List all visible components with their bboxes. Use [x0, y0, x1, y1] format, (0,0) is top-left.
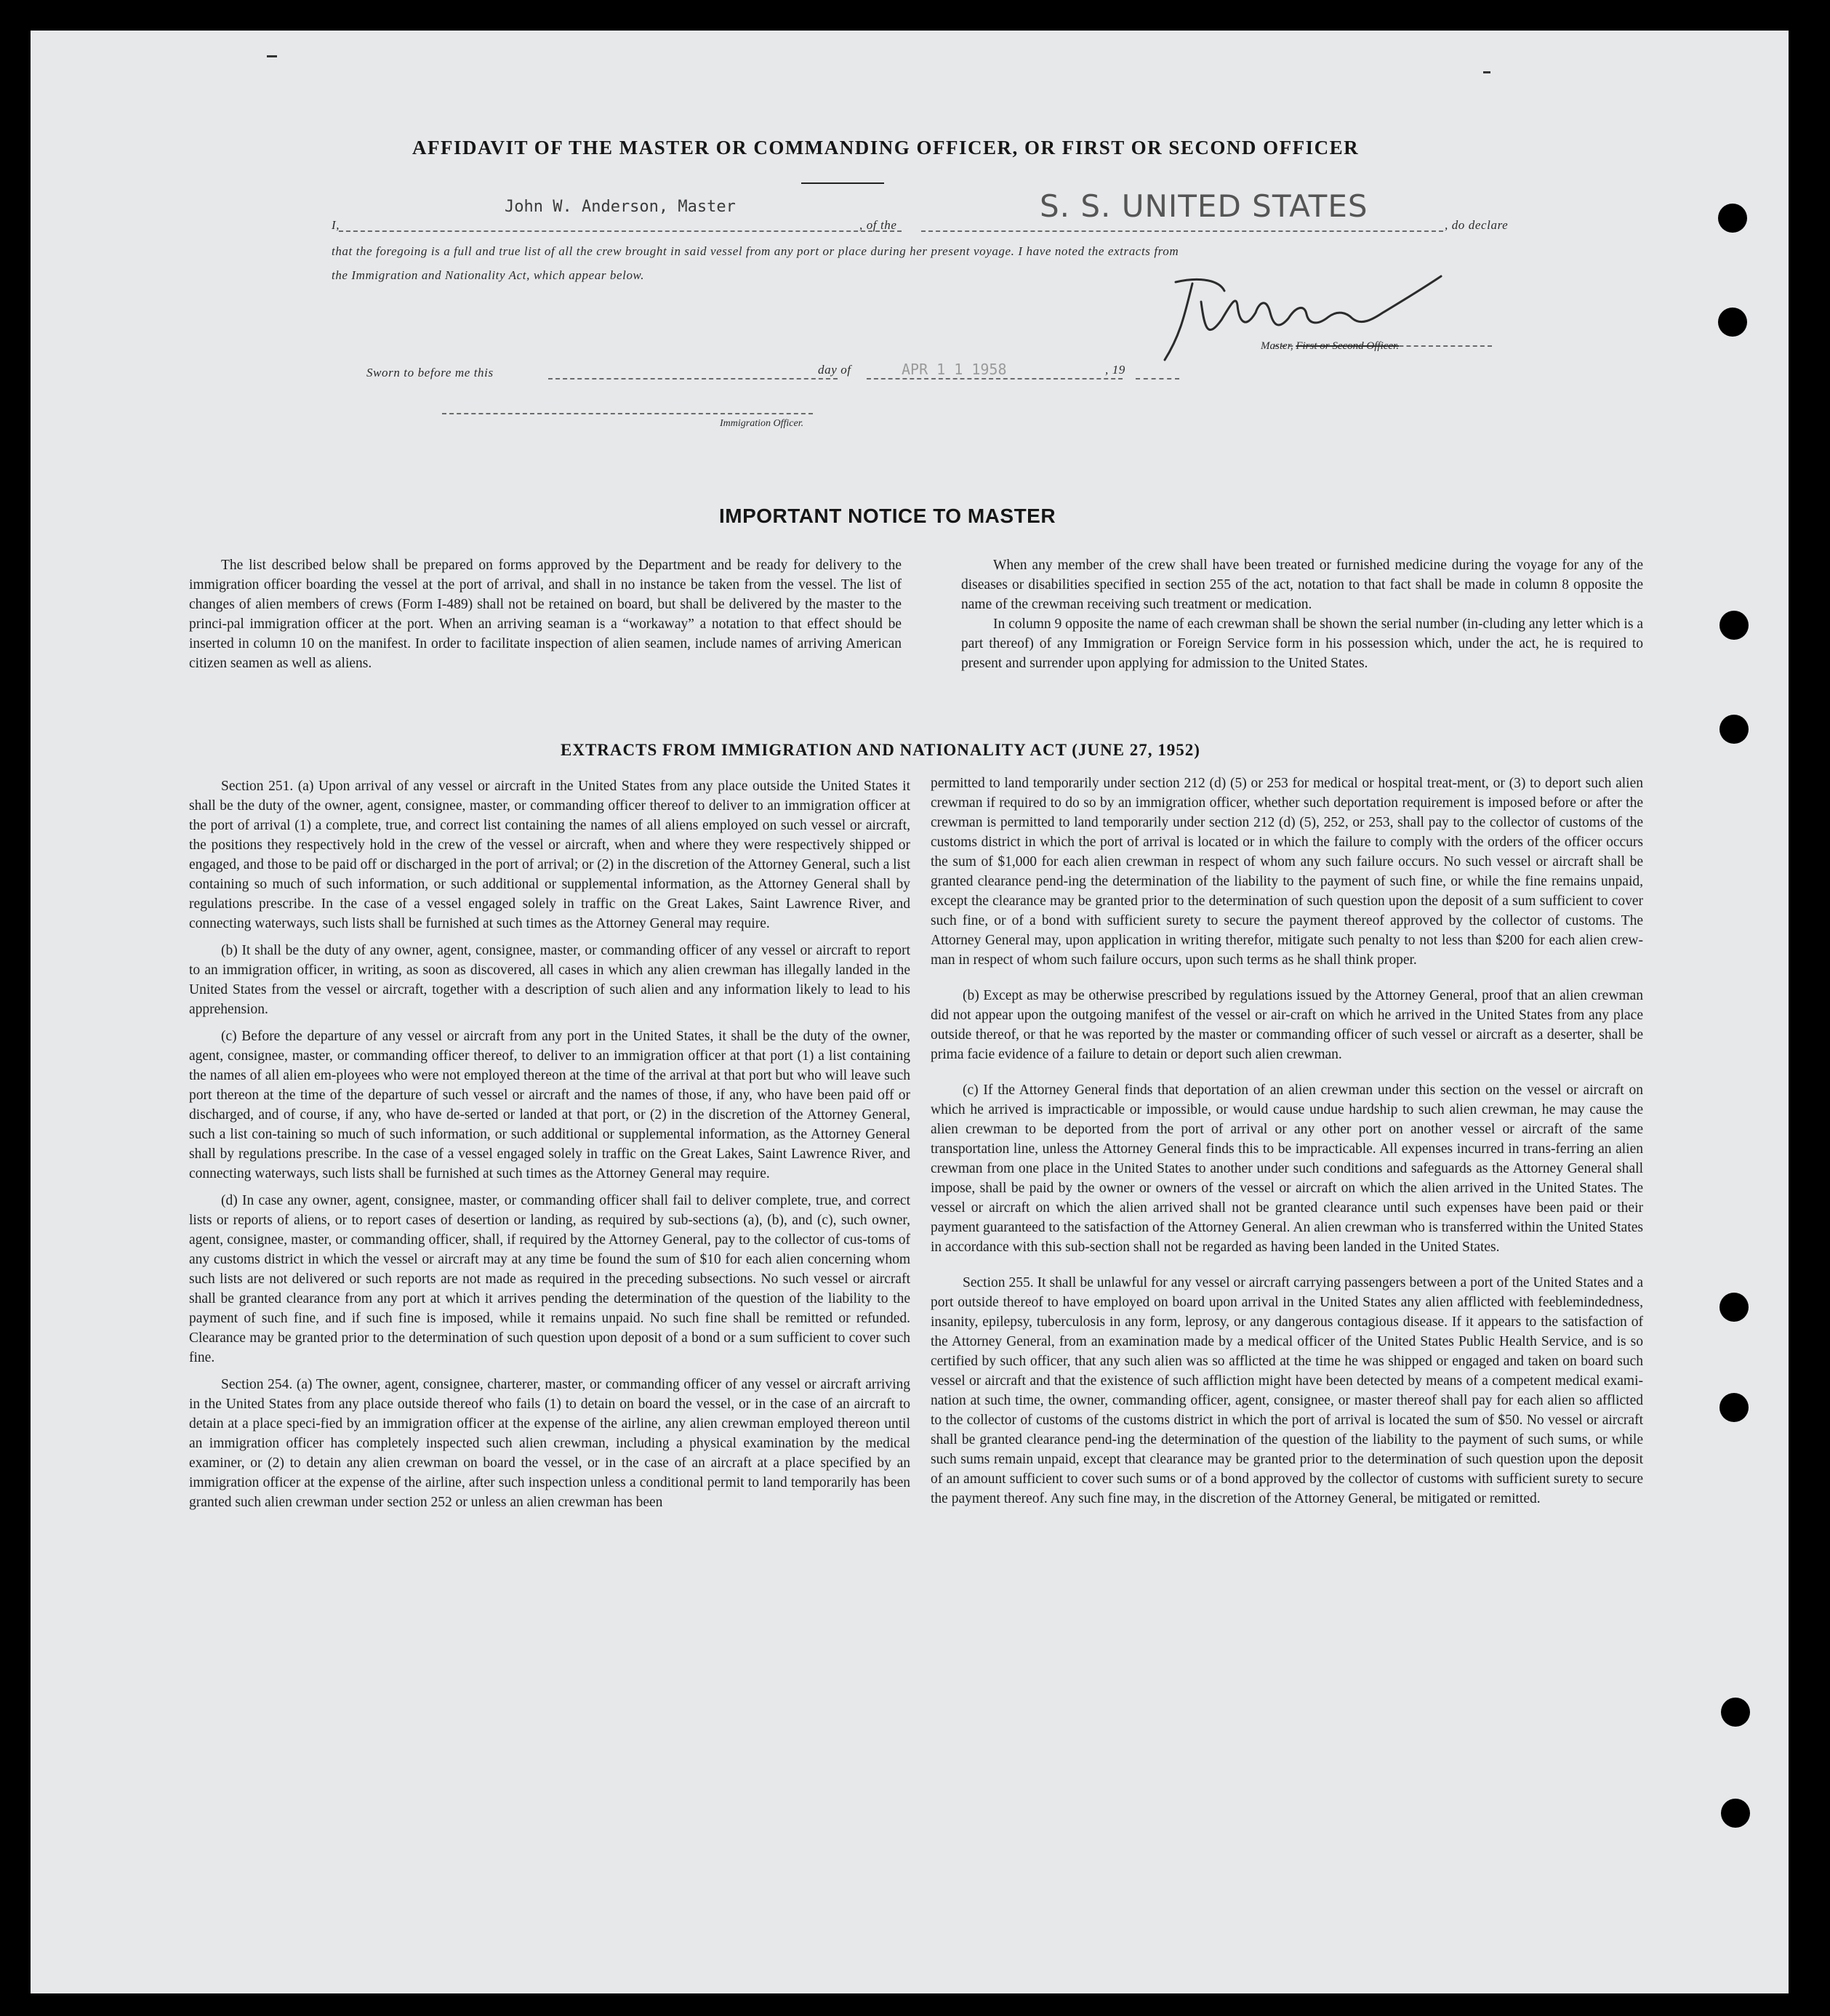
declaration-line-1: that the foregoing is a full and true list of all the crew brought in said vessel from any port or place during her present voyage. I have noted the extracts from: [332, 244, 1179, 258]
binder-hole: [1718, 204, 1747, 233]
section-254-b: (b) Except as may be otherwise prescribed by regulations issued by the Attorney General, proof that an alien crewman did not appear upon the outgoing manifest of the vessel or air-craft on which he arrived in the United States from any place outside thereof, or that he was reported by the master or commanding officer of such vessel or aircraft as a deserter, shall be prima facie evidence of a failure to detain or deport such alien crewman.: [931, 988, 1643, 1062]
section-254-a-continued: permitted to land temporarily under section 212 (d) (5) or 253 for medical or hospital treat-ment, or (3) to deport such alien crewman if required to do so by an immigration officer, whether such deportation requirement is imposed before or after the crewman is permitted to land temporarily under section 212 (d) (5), 252, or 253, shall pay to the collector of customs of the customs district in which the port of arrival is located or in which the failure to comply with the orders of the officer occurs the sum of $1,000 for each alien crewman in respect of whom any such failure occurs. No such vessel or aircraft shall be granted clearance pend-ing the determination of the liability to the payment of such fine, or while the fine remains unpaid, except the clearance may be granted prior to the determination of such question upon the deposit of a sum sufficient to cover such fine, or of a bond with sufficient surety to secure the payment thereof approved by the collector of customs. The Attorney General may, upon application in writing therefor, mitigate such penalty to not less than $200 for each alien crew-man in respect of whom such failure occurs, upon such terms as he shall think proper.: [931, 776, 1643, 968]
master-name: John W. Anderson, Master: [505, 198, 736, 216]
notice-right-column: [961, 555, 1643, 673]
section-254-c: (c) If the Attorney General finds that deportation of an alien crewman under this section on the vessel or aircraft on which he arrived is impracticable or impossible, or would cause undue hardship to such alien crewman, he may cause the alien crewman to be deported from the port of arrival or any other port on another vessel or aircraft of the same transportation line, unless the Attorney General finds this to be impracticable. All expenses incurred in trans-ferring an alien crewman from one place in the United States to another under such conditions and safeguards as the Attorney General shall impose, shall be paid by the owner or owners of the vessel or aircraft on which the alien arrived in the United States. The vessel or aircraft on which the alien arrived shall not be granted clearance until such expenses have been paid or their payment guaranteed to the satisfaction of the Attorney General. An alien crewman who is transferred within the United States in accordance with this sub-section shall not be regarded as having been landed in the United States.: [931, 1083, 1643, 1255]
extracts-left-column: [189, 776, 910, 1512]
sworn-day-line: [548, 378, 838, 379]
vessel-name-stamp: S. S. UNITED STATES: [1040, 188, 1368, 224]
officer-line: [442, 413, 813, 414]
day-of-label: day of: [818, 363, 851, 377]
binder-hole: [1718, 308, 1747, 337]
section-251-b: (b) It shall be the duty of any owner, agent, consignee, master, or commanding officer of any vessel or aircraft to report to an immigration officer, in writing, as soon as discovered, all cases in which any alien crewman has illegally landed in the United States from the vessel or aircraft, together with a description of such alien and any information likely to lead to his apprehension.: [189, 943, 910, 1017]
vessel-line: [921, 230, 1443, 232]
scan-mark: [267, 55, 277, 57]
name-line: [339, 230, 902, 232]
master-title: Master,: [1261, 340, 1293, 352]
section-251-d: (d) In case any owner, agent, consignee, master, or commanding officer shall fail to deliver complete, true, and correct lists or reports of aliens, or to report cases of desertion or landing, as required by sub-sections (a), (b), and (c), such owner, agent, consignee, master, or commanding officer, shall, if required by the Attorney General, pay to the collector of cus-toms of any customs district in which the vessel or aircraft may at any time be found the sum of $10 for each alien concerning whom such lists are not delivered or such reports are not made as required in the preceding subsections. No such vessel or aircraft shall be granted clearance from any port at which it arrives pending the determination of the question of the liability to the payment of such fine, and if such fine is imposed, while it remains unpaid. No such fine shall be remitted or refunded. Clearance may be granted prior to the determination of such question upon deposit of a bond or a sum sufficient to cover such fine.: [189, 1193, 910, 1365]
title-rule: [801, 182, 884, 184]
year-line: [1136, 378, 1179, 379]
extracts-right-column: [931, 774, 1643, 1509]
extracts-title: EXTRACTS FROM IMMIGRATION AND NATIONALITY ACT (JUNE 27, 1952): [561, 741, 1200, 759]
scan-mark: [1483, 71, 1490, 73]
binder-hole: [1719, 1393, 1749, 1422]
year-label: , 19: [1105, 363, 1125, 377]
master-signature: [1150, 262, 1456, 371]
binder-hole: [1719, 715, 1749, 744]
affidavit-title: AFFIDAVIT OF THE MASTER OR COMMANDING OFFICER, OR FIRST OR SECOND OFFICER: [412, 137, 1360, 158]
sworn-date-stamp: APR 1 1 1958: [902, 361, 1007, 378]
notice-right-paragraph-1: When any member of the crew shall have been treated or furnished medicine during the voyage for any of the diseases or disabilities specified in section 255 of the act, notation to that fact shall be made in column 8 opposite the name of the crewman receiving such treatment or medication.: [961, 558, 1643, 612]
binder-hole: [1719, 1293, 1749, 1322]
binder-hole: [1721, 1698, 1750, 1727]
declaration-line-2: the Immigration and Nationality Act, which appear below.: [332, 268, 645, 282]
signatory-title: [1261, 340, 1399, 353]
i-label: I,: [332, 218, 340, 232]
section-255: Section 255. It shall be unlawful for any vessel or aircraft carrying passengers between a port of the United States and a port outside thereof to have employed on board upon arrival in the United States any alien afflicted with feeblemindedness, insanity, epilepsy, tuberculosis in any form, leprosy, or any dangerous contagious disease. If it appears to the satisfaction of the Attorney General, from an examination made by a medical officer of the United States Public Health Service, and is so certified by such officer, that any such alien was so afflicted at the time he was shipped or engaged and taken on board such vessel or aircraft and that the existence of such affliction might have been detected by means of a competent medical exami-nation at such time, the owner, commanding officer, agent, consignee, or master thereof shall pay for each alien so afflicted to the collector of customs of the customs district in which the port of arrival is located the sum of $50. No vessel or aircraft shall be granted clearance pend-ing the determination of the question of the liability to the payment of such sums, or while such sums remain unpaid, except that clearance may be granted prior to the determination of such question upon the deposit of an amount sufficient to cover such sums or of a bond approved by the collector of customs with sufficient surety to secure the payment thereof. Any such fine may, in the discretion of the Attorney General, be mitigated or remitted.: [931, 1275, 1643, 1506]
sworn-month-line: [867, 378, 1123, 379]
do-declare-label: , do declare: [1445, 218, 1509, 232]
struck-officer-title: First or Second Officer.: [1296, 340, 1399, 352]
section-254-a: Section 254. (a) The owner, agent, consignee, charterer, master, or commanding officer of any vessel or aircraft arriving in the United States from any place outside thereof who fails (1) to detain on board the vessel, or in the case of an aircraft to detain at a place speci-fied by an immigration officer at the expense of the airline, any alien crewman employed thereon until an immigration officer has completely inspected such alien crewman, including a physical examination by the medical examiner, or (2) to detain any alien crewman on board the vessel, or in the case of an aircraft at a place specified by an immigration officer at the expense of the airline, after such inspection unless a conditional permit to land temporarily has been granted such alien crewman under section 252 or unless an alien crewman has been: [189, 1377, 910, 1510]
notice-left-column: [189, 555, 902, 673]
section-251-c: (c) Before the departure of any vessel or aircraft from any port in the United States, it shall be the duty of the owner, agent, consignee, master, or commanding officer thereof, to deliver to an immigration officer at that port (1) a list containing the names of all alien em-ployees who were not employed thereon at the time of the arrival at that port but who will leave such port thereon at the time of the departure of such vessel or aircraft and the names of those, if any, who have been paid off or discharged, and of course, if any, who have de-serted or landed at that port, or (2) in the discretion of the Attorney General, such a list con-taining so much of such information, or such additional or supplemental information, as the Attorney General shall by regulations prescribe. In the case of a vessel engaged solely in traffic on the Great Lakes, Saint Lawrence River, and connecting waterways, such lists shall be furnished at such times as the Attorney General may require.: [189, 1029, 910, 1181]
notice-left-paragraph: The list described below shall be prepared on forms approved by the Department and be ready for delivery to the immigration officer boarding the vessel at the port of arrival, and shall in no instance be taken from the vessel. The list of changes of alien members of crews (Form I-489) shall not be retained on board, but shall be delivered by the master to the princi-pal immigration officer at the port. When an arriving seaman is a “workaway” a notation to that effect should be inserted in column 10 on the manifest. In order to facilitate inspection of alien seamen, include names of arriving American citizen seamen as well as aliens.: [189, 558, 902, 671]
binder-hole: [1721, 1799, 1750, 1828]
binder-hole: [1719, 611, 1749, 640]
document-page: [31, 31, 1789, 1993]
notice-title: IMPORTANT NOTICE TO MASTER: [719, 505, 1056, 527]
notice-right-paragraph-2: In column 9 opposite the name of each crewman shall be shown the serial number (in-cluding any letter which is a part thereof) of any Immigration or Foreign Service form in his possession which, under the act, he is required to present and surrender upon applying for admission to the United States.: [961, 617, 1643, 671]
immigration-officer-label: Immigration Officer.: [720, 418, 804, 429]
section-251-a: Section 251. (a) Upon arrival of any vessel or aircraft in the United States from any place outside the United States it shall be the duty of the owner, agent, consignee, master, or commanding officer thereof to deliver to an immigration officer at the port of arrival (1) a complete, true, and correct list containing the names of all aliens employed on such vessel or aircraft, the positions they respectively hold in the crew of the vessel or aircraft, when and where they were respectively shipped or engaged, and those to be paid off or discharged in the port of arrival; or (2) in the discretion of the Attorney General, such a list containing so much of such information, or such additional or supplemental information, as the Attorney General shall by regulations prescribe. In the case of a vessel engaged solely in traffic on the Great Lakes, Saint Lawrence River, and connecting waterways, such lists shall be furnished at such times as the Attorney General may require.: [189, 779, 910, 931]
sworn-label: Sworn to before me this: [366, 366, 494, 379]
of-the-label: , of the: [859, 218, 897, 232]
